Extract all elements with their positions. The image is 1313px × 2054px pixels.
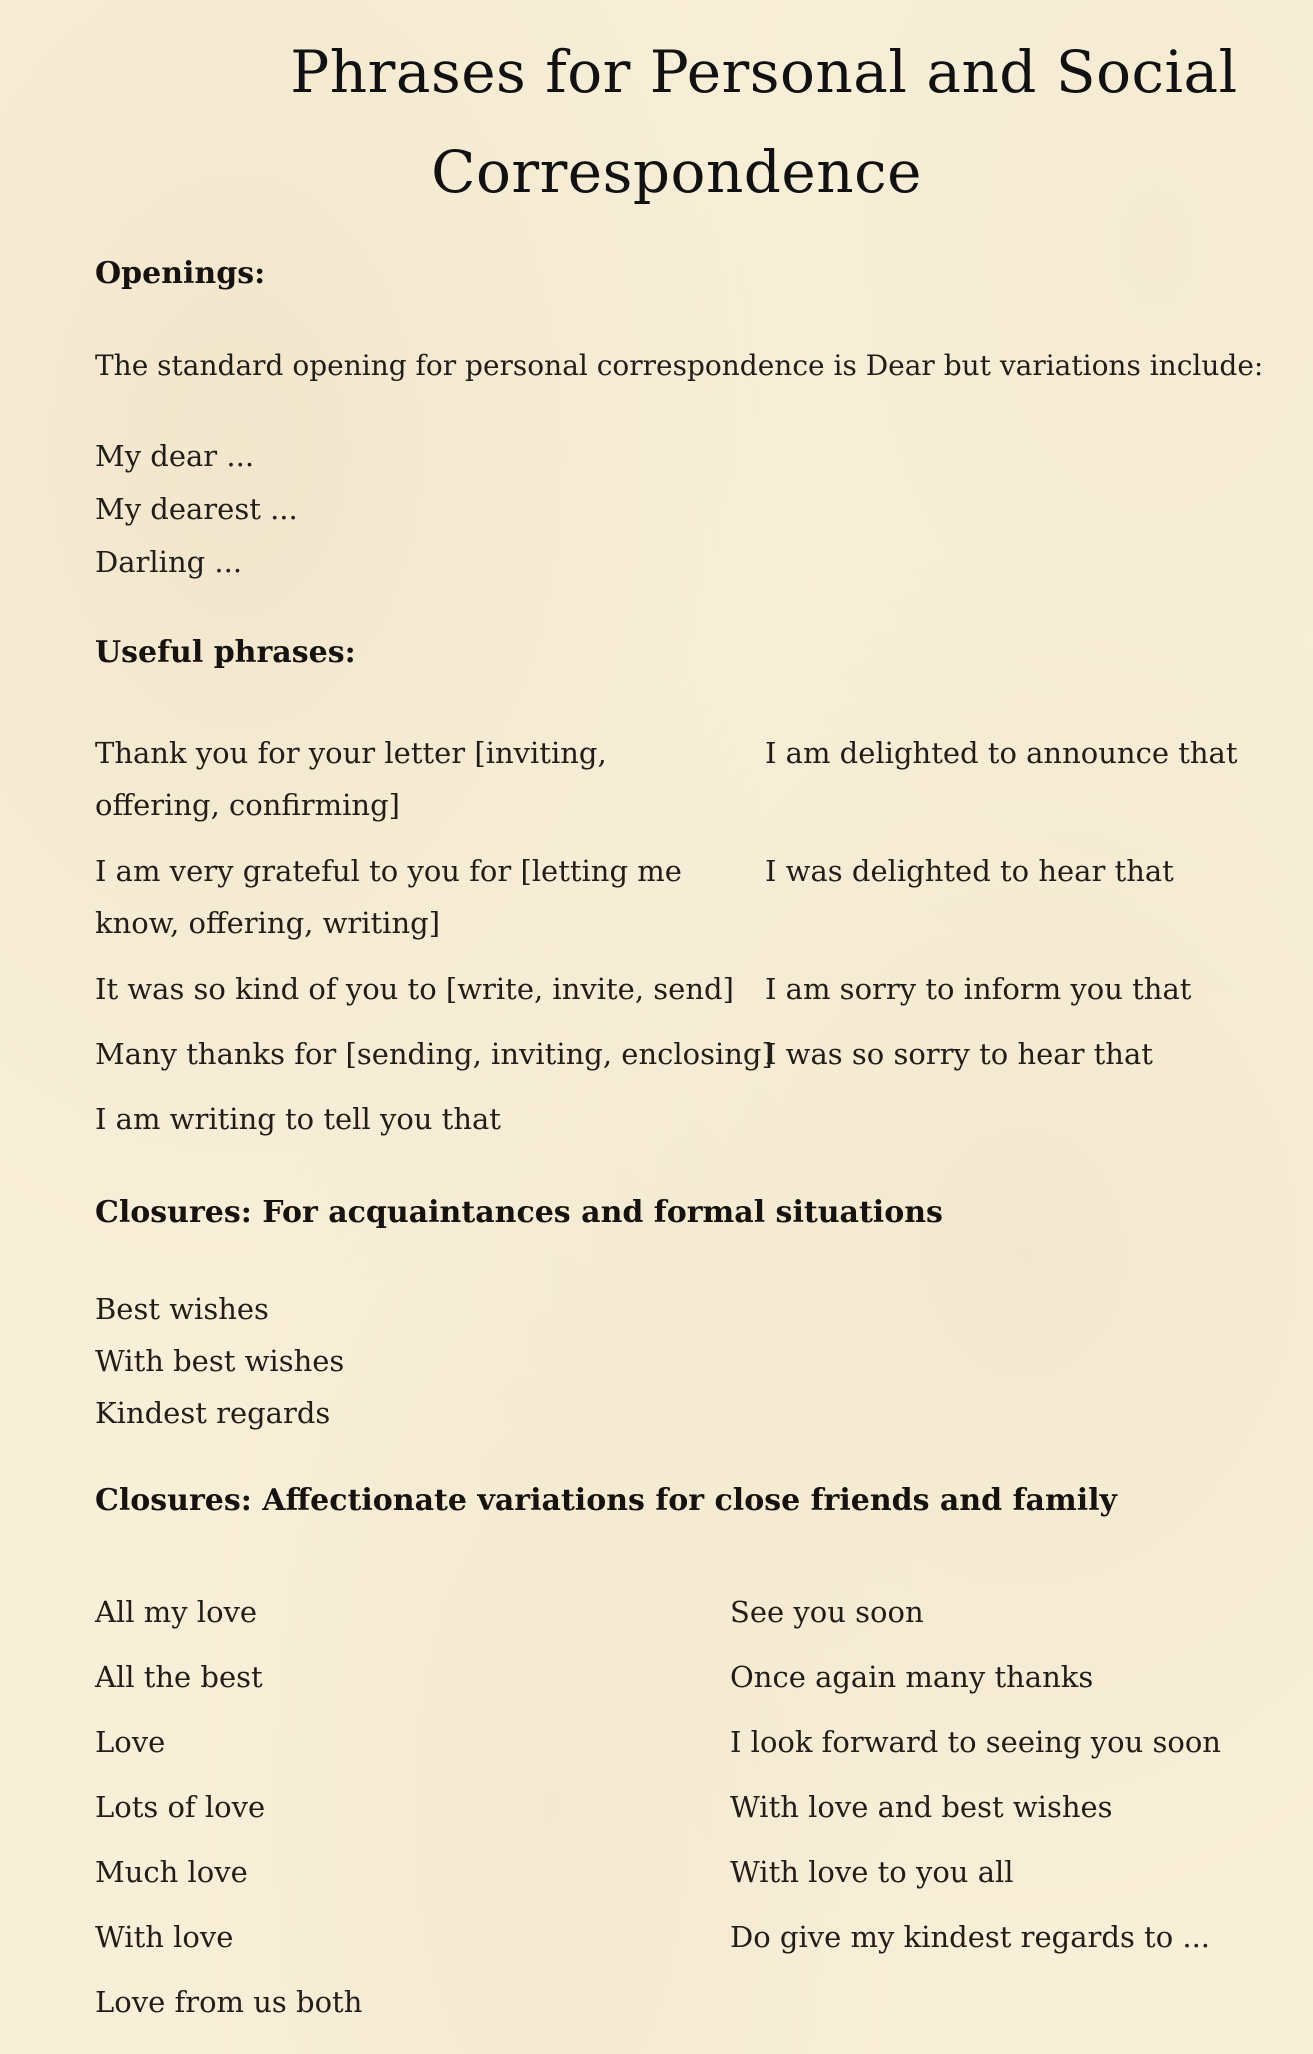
page-title	[0, 22, 1313, 222]
list-item: Once again many thanks	[730, 1660, 1094, 1694]
openings-list	[95, 430, 298, 589]
page-title-line-1: Phrases for Personal and Social	[290, 38, 1238, 106]
closures-affectionate-left-column	[95, 1580, 362, 2035]
list-item: Love from us both	[95, 1985, 363, 2019]
list-item: Much love	[95, 1855, 248, 1889]
list-item: Darling ...	[95, 545, 243, 579]
list-item: I am very grateful to you for [letting me know, offering, writing]	[95, 854, 682, 940]
openings-intro: The standard opening for personal correspondence is Dear but variations include:	[95, 349, 1264, 382]
useful-phrases-heading: Useful phrases:	[95, 635, 356, 670]
list-item: Love	[95, 1725, 166, 1759]
list-item: Many thanks for [sending, inviting, enclosing]	[95, 1037, 773, 1071]
list-item: I look forward to seeing you soon	[730, 1725, 1221, 1759]
list-item: All my love	[95, 1595, 258, 1629]
list-item: My dear ...	[95, 439, 255, 473]
list-item: Kindest regards	[95, 1396, 331, 1430]
list-item: I am sorry to inform you that	[765, 972, 1192, 1006]
openings-heading: Openings:	[95, 256, 266, 291]
page-title-line-2: Correspondence	[431, 138, 922, 206]
useful-phrases-right-column	[765, 727, 1285, 1093]
list-item: See you soon	[730, 1595, 924, 1629]
list-item: With love to you all	[730, 1855, 1014, 1889]
closures-formal-list	[95, 1283, 344, 1439]
closures-affectionate-right-column	[730, 1580, 1221, 1970]
closures-formal-heading: Closures: For acquaintances and formal situations	[95, 1195, 943, 1230]
list-item: With love and best wishes	[730, 1790, 1113, 1824]
list-item: Lots of love	[95, 1790, 266, 1824]
list-item: Thank you for your letter [inviting, offering, confirming]	[95, 736, 607, 822]
list-item: I was delighted to hear that	[765, 854, 1174, 888]
list-item: Best wishes	[95, 1292, 269, 1326]
list-item: My dearest ...	[95, 492, 298, 526]
list-item: It was so kind of you to [write, invite, send]	[95, 972, 734, 1006]
list-item: I was so sorry to hear that	[765, 1037, 1153, 1071]
list-item: I am delighted to announce that	[765, 736, 1238, 770]
useful-phrases-left-column	[95, 727, 773, 1158]
list-item: Do give my kindest regards to ...	[730, 1920, 1211, 1954]
list-item: All the best	[95, 1660, 263, 1694]
list-item: With best wishes	[95, 1344, 345, 1378]
list-item: With love	[95, 1920, 234, 1954]
list-item: I am writing to tell you that	[95, 1102, 501, 1136]
closures-affectionate-heading: Closures: Affectionate variations for close friends and family	[95, 1483, 1117, 1518]
